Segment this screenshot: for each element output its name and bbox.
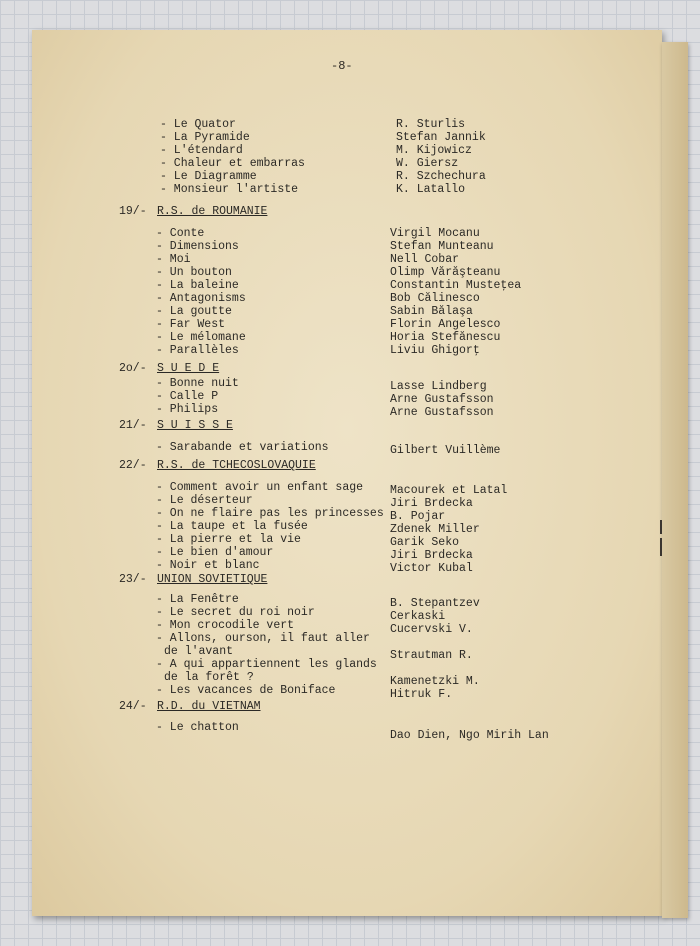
entry-title: - Le chatton — [156, 721, 239, 734]
entry-title: - La pierre et la vie — [156, 533, 301, 546]
entry-title: - Les vacances de Boniface — [156, 684, 336, 697]
entry-author: Arne Gustafsson — [390, 406, 494, 419]
entry-author: Kamenetzki M. — [390, 675, 480, 688]
entry-author: Cerkaski — [390, 610, 446, 623]
entry-author: Zdenek Miller — [390, 523, 480, 536]
page-number: -8- — [331, 59, 353, 73]
entry-author: Olimp Vărăşteanu — [390, 266, 501, 279]
entry-title: - La Fenêtre — [156, 593, 239, 606]
entry-title: - Calle P — [156, 390, 219, 403]
entry-title: - La goutte — [156, 305, 232, 318]
entry-title: - Un bouton — [156, 266, 232, 279]
entry-title: - On ne flaire pas les princesses — [156, 507, 384, 520]
entry-title: - Le déserteur — [156, 494, 253, 507]
entry-title: - L'étendard — [160, 144, 243, 157]
section-number: 22/- — [119, 459, 147, 472]
entry-author: Stefan Jannik — [396, 131, 486, 144]
entry-title: - Parallèles — [156, 344, 239, 357]
entry-author: Jiri Brdecka — [390, 549, 473, 562]
entry-title: - Antagonisms — [156, 292, 246, 305]
entry-author: Cucervski V. — [390, 623, 473, 636]
entry-title: - Comment avoir un enfant sage — [156, 481, 364, 494]
entry-author: R. Sturlis — [396, 118, 466, 131]
entry-title: - La Pyramide — [160, 131, 250, 144]
entry-author: R. Szchechura — [396, 170, 486, 183]
entry-author: Arne Gustafsson — [390, 393, 494, 406]
entry-author: Strautman R. — [390, 649, 473, 662]
section-number: 21/- — [119, 419, 147, 432]
entry-title: - Mon crocodile vert — [156, 619, 295, 632]
entry-author: Constantin Musteţea — [390, 279, 522, 292]
entry-title: - Philips — [156, 403, 219, 416]
section-number: 23/- — [119, 573, 147, 586]
entry-author: B. Stepantzev — [390, 597, 480, 610]
entry-author: Nell Cobar — [390, 253, 460, 266]
section-heading: UNION SOVIETIQUE — [157, 573, 268, 586]
entry-title: - Le bien d'amour — [156, 546, 274, 559]
entry-title: - Allons, ourson, il faut aller — [156, 632, 370, 645]
entry-author: Bob Călinesco — [390, 292, 480, 305]
entry-title: - La baleine — [156, 279, 239, 292]
entry-author: Hitruk F. — [390, 688, 453, 701]
section-heading: R.D. du VIETNAM — [157, 700, 261, 713]
entry-title: - Bonne nuit — [156, 377, 239, 390]
entry-title-continued: de l'avant — [164, 645, 234, 658]
section-heading: S U E D E — [157, 362, 220, 375]
entry-title: - Moi — [156, 253, 191, 266]
entry-author: Jiri Brdecka — [390, 497, 473, 510]
entry-title: - Le mélomane — [156, 331, 246, 344]
section-heading: R.S. de ROUMANIE — [157, 205, 268, 218]
entry-author: Liviu Ghigorţ — [390, 344, 480, 357]
entry-title: - Monsieur l'artiste — [160, 183, 299, 196]
entry-author: Virgil Mocanu — [390, 227, 480, 240]
section-heading: S U I S S E — [157, 419, 233, 432]
entry-title: - Sarabande et variations — [156, 441, 329, 454]
entry-author: Garik Seko — [390, 536, 460, 549]
entry-author: Dao Dien, Ngo Mirih Lan — [390, 729, 549, 742]
entry-title: - Le secret du roi noir — [156, 606, 315, 619]
entry-author: W. Giersz — [396, 157, 459, 170]
entry-author: B. Pojar — [390, 510, 446, 523]
entry-author: Lasse Lindberg — [390, 380, 487, 393]
entry-title: - Noir et blanc — [156, 559, 260, 572]
entry-author: Horia Stefănescu — [390, 331, 501, 344]
entry-author: Stefan Munteanu — [390, 240, 494, 253]
entry-title: - Conte — [156, 227, 205, 240]
entry-author: Macourek et Latal — [390, 484, 508, 497]
entry-title: - Far West — [156, 318, 226, 331]
entry-title: - La taupe et la fusée — [156, 520, 308, 533]
entry-author: Victor Kubal — [390, 562, 473, 575]
margin-mark — [660, 538, 662, 556]
margin-mark — [660, 520, 662, 534]
entry-author: Gilbert Vuillème — [390, 444, 501, 457]
section-number: 19/- — [119, 205, 147, 218]
section-number: 2o/- — [119, 362, 147, 375]
section-heading: R.S. de TCHECOSLOVAQUIE — [157, 459, 316, 472]
entry-title: - Le Diagramme — [160, 170, 257, 183]
entry-title: - Dimensions — [156, 240, 239, 253]
entry-title: - Chaleur et embarras — [160, 157, 305, 170]
entry-title-continued: de la forêt ? — [164, 671, 254, 684]
entry-title: - Le Quator — [160, 118, 236, 131]
entry-title: - A qui appartiennent les glands — [156, 658, 377, 671]
entry-author: Sabin Bălaşa — [390, 305, 473, 318]
section-number: 24/- — [119, 700, 147, 713]
entry-author: M. Kijowicz — [396, 144, 472, 157]
entry-author: K. Latallo — [396, 183, 466, 196]
entry-author: Florin Angelesco — [390, 318, 501, 331]
